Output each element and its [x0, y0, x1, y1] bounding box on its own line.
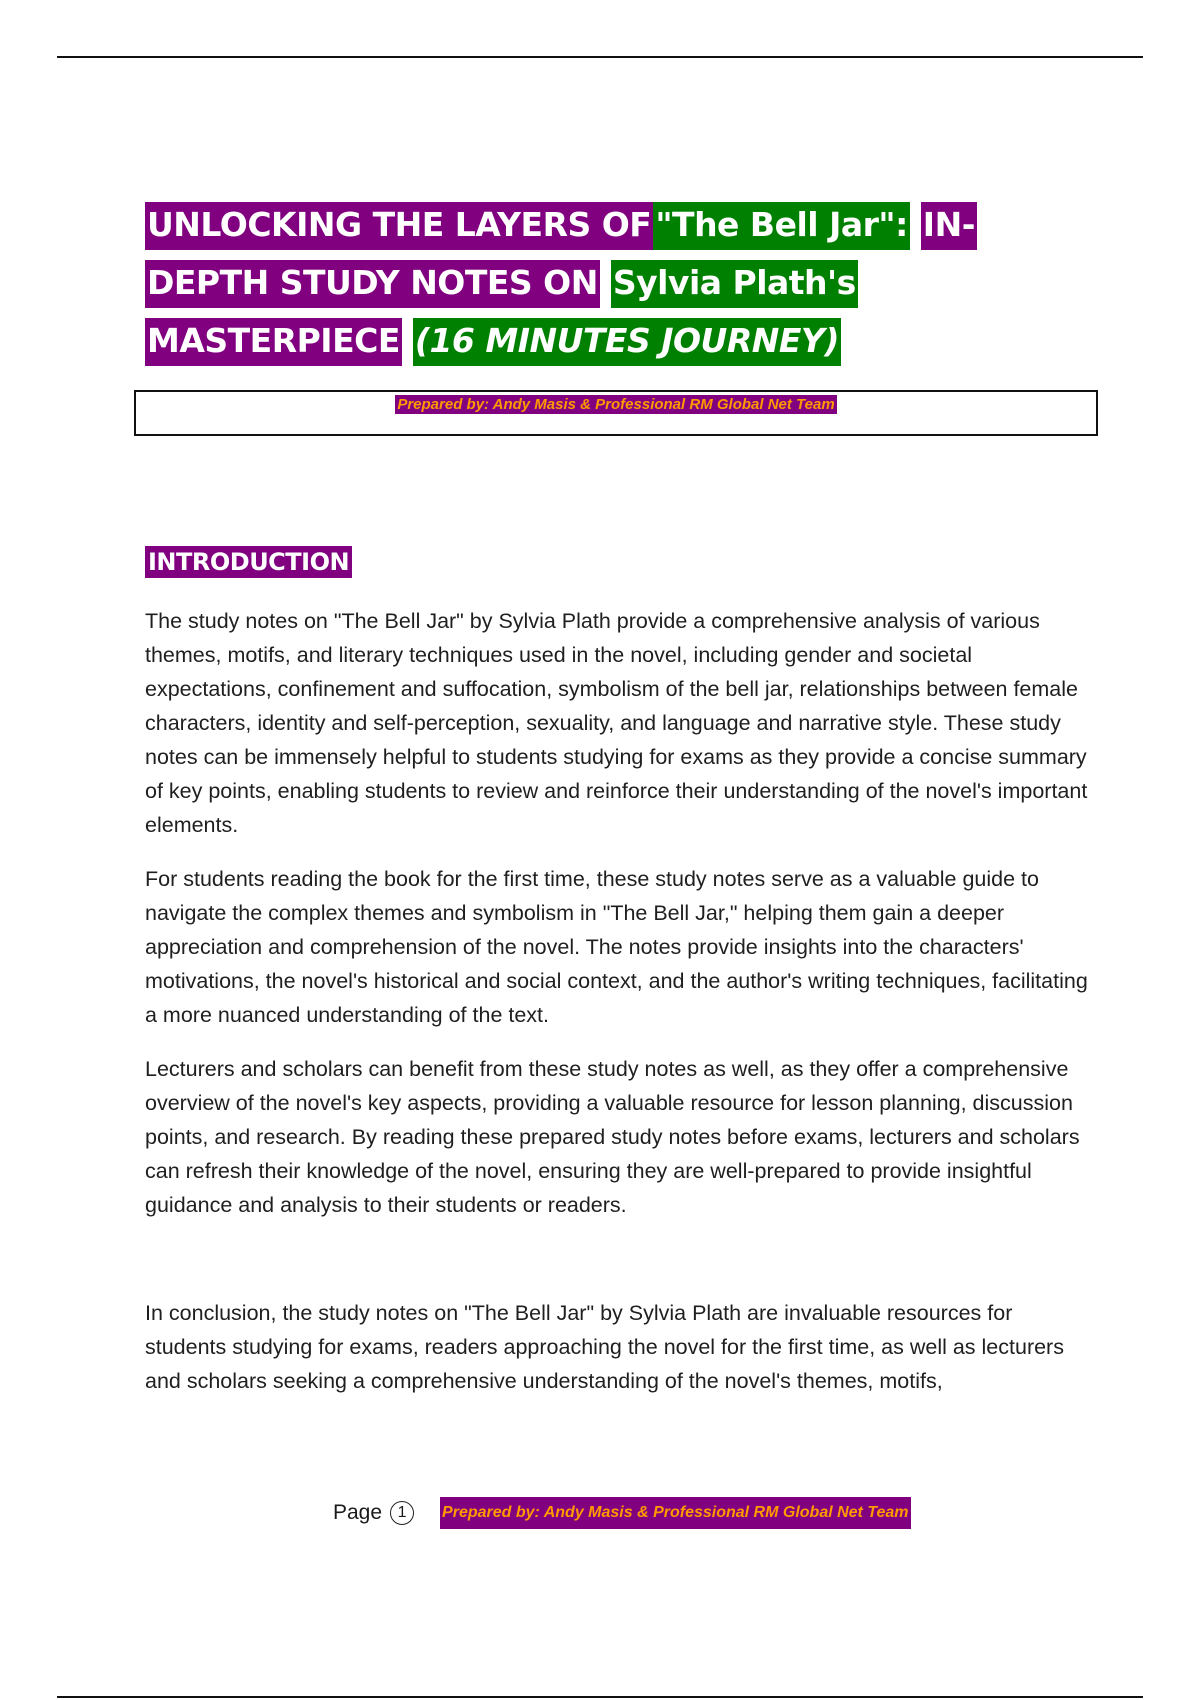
prepared-by-label: Prepared by: Andy Masis & Professional RM Global Net Team [397, 396, 835, 413]
title-part-3: IN-DEPTH STUDY NOTES ON [145, 202, 977, 308]
title-part-6: (16 MINUTES JOURNEY) [413, 318, 841, 366]
title-part-4: Sylvia Plath's [611, 260, 858, 308]
title-part-2: "The Bell Jar": [653, 202, 909, 250]
section-heading-introduction: INTRODUCTION [145, 546, 352, 578]
prepared-by-box [134, 390, 1098, 436]
paragraph-3: Lecturers and scholars can benefit from these study notes as well, as they offer a comprehensive overview of the novel's key aspects, providing a valuable resource for lesson planning, discussion points, and research. By reading these prepared study notes before exams, lecturers and scholars can refresh their knowledge of the novel, ensuring they are well-prepared to provide insightful guidance and analysis to their students or readers. [145, 1057, 1080, 1217]
top-rule [57, 56, 1143, 58]
bottom-rule [57, 1696, 1143, 1698]
page-label: Page [333, 1501, 383, 1524]
conclusion-body [145, 1296, 1090, 1418]
title-part-1: UNLOCKING THE LAYERS OF [145, 202, 653, 250]
paragraph-4: In conclusion, the study notes on "The Bell Jar" by Sylvia Plath are invaluable resources for students studying for exams, readers approaching the novel for the first time, as well as lecturers and scholars seeking a comprehensive understanding of the novel's themes, motifs, [145, 1301, 1064, 1393]
footer-prepared-by: Prepared by: Andy Masis & Professional RM Global Net Team [440, 1497, 910, 1529]
introduction-body [145, 604, 1090, 1242]
paragraph-2: For students reading the book for the first time, these study notes serve as a valuable guide to navigate the complex themes and symbolism in "The Bell Jar," helping them gain a deeper appreciation and comprehension of the novel. The notes provide insights into the characters' motivations, the novel's historical and social context, and the author's writing techniques, facilitating a more nuanced understanding of the text. [145, 867, 1088, 1027]
paragraph-1: The study notes on "The Bell Jar" by Sylvia Plath provide a comprehensive analysis of various themes, motifs, and literary techniques used in the novel, including gender and societal expectations, confinement and suffocation, symbolism of the bell jar, relationships between female characters, identity and self-perception, sexuality, and language and narrative style. These study notes can be immensely helpful to students studying for exams as they provide a concise summary of key points, enabling students to review and reinforce their understanding of the novel's important elements. [145, 609, 1088, 837]
title-part-5: MASTERPIECE [145, 318, 402, 366]
page-footer [333, 1497, 911, 1529]
document-title [145, 196, 1075, 370]
page-number: 1 [390, 1501, 414, 1525]
